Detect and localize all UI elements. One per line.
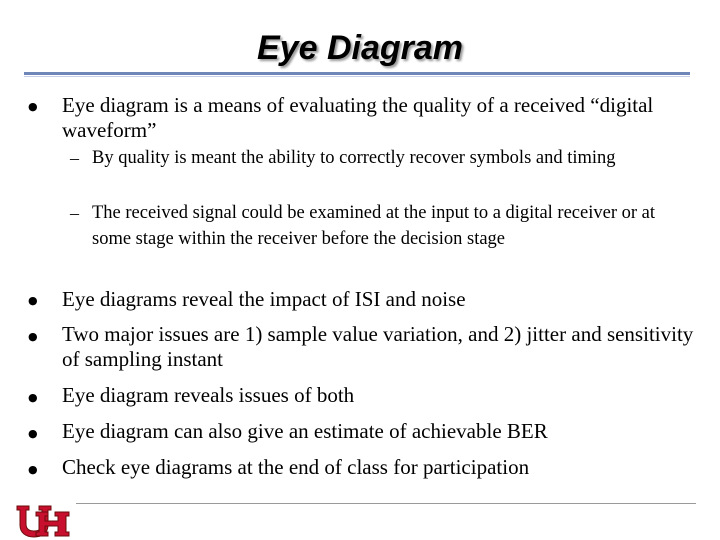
bullet-text: Two major issues are 1) sample value variation, and 2) jitter and sensitivity of sampling instant [62, 322, 694, 371]
bullet-marker: ● [28, 463, 38, 476]
subbullet-text: The received signal could be examined at the input to a digital receiver or at some stage within the receiver before the decision stage [92, 203, 655, 249]
footer-rule [76, 503, 696, 504]
subbullet-marker: – [70, 148, 79, 168]
bullet-marker: ● [28, 100, 38, 113]
uh-logo-icon [14, 502, 72, 540]
bullet-marker: ● [28, 391, 38, 404]
bullet-text: Eye diagram reveals issues of both [62, 383, 355, 407]
subbullet-text: By quality is meant the ability to correctly recover symbols and timing [92, 148, 616, 168]
bullet-text: Eye diagrams reveal the impact of ISI and noise [62, 287, 466, 311]
bullet-text: Eye diagram can also give an estimate of achievable BER [62, 419, 548, 443]
subbullet-marker: – [70, 203, 79, 223]
bullet-marker: ● [28, 330, 38, 343]
title-rule-shadow [24, 76, 690, 77]
bullet-text: Check eye diagrams at the end of class for participation [62, 455, 530, 479]
bullet-text: Eye diagram is a means of evaluating the quality of a received “digital waveform” [62, 93, 654, 142]
bullet-marker: ● [28, 427, 38, 440]
bullet-marker: ● [28, 294, 38, 307]
title-rule [24, 72, 690, 75]
slide-title: Eye Diagram [257, 29, 463, 67]
